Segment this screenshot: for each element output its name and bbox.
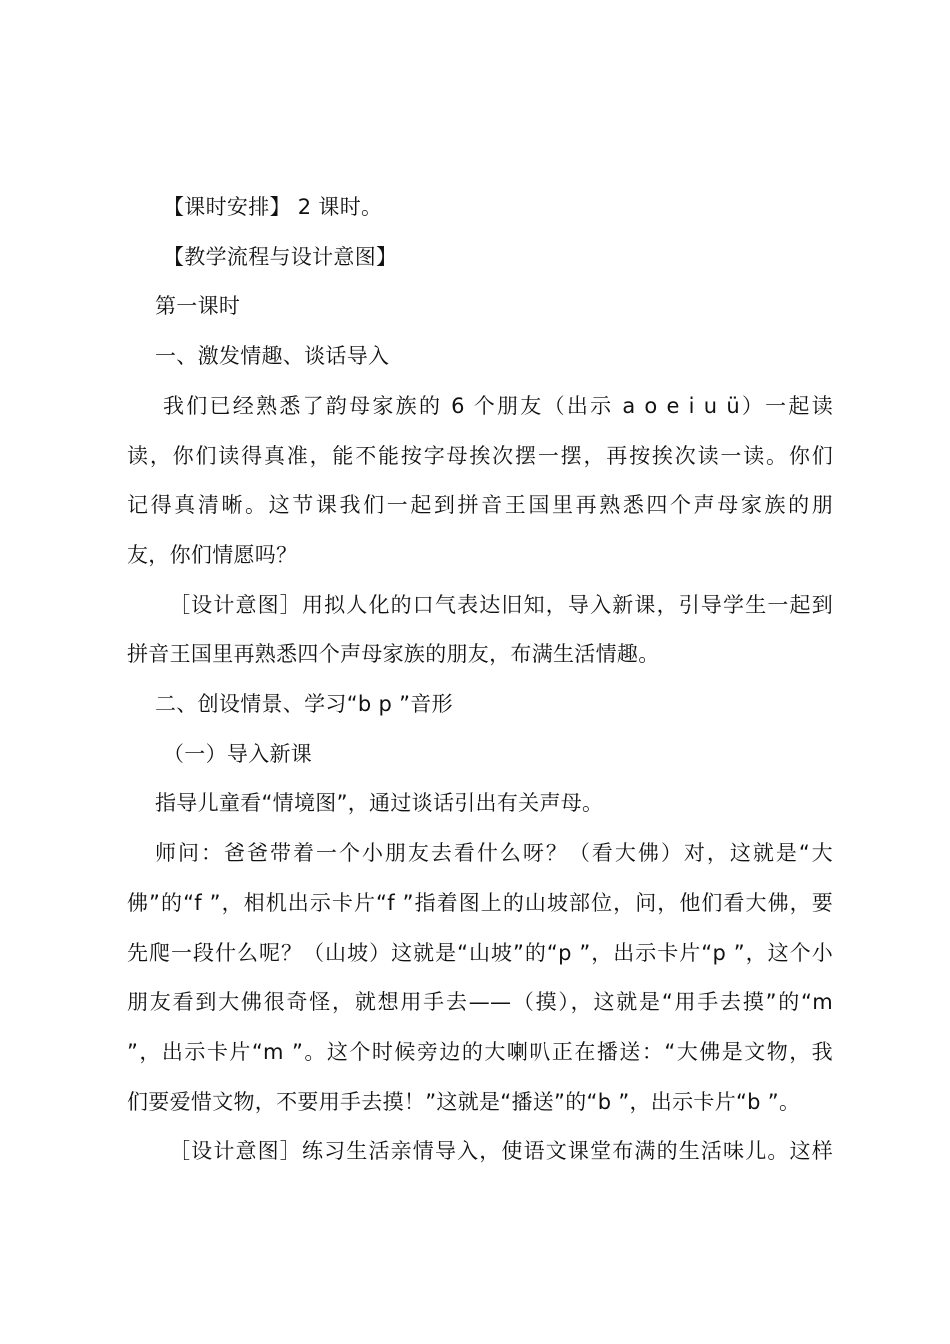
teaching-process-heading: 【教学流程与设计意图】 <box>163 244 398 269</box>
design-intent-line: ［设计意图］用拟人化的口气表达旧知，导入新课，引导学生一起到 <box>169 592 833 617</box>
paragraph-line: 指导儿童看“情境图”，通过谈话引出有关声母。 <box>155 791 604 816</box>
dialogue-line: 朋友看到大佛很奇怪，就想用手去——（摸），这就是“用手去摸”的“m <box>127 990 833 1015</box>
paragraph-line: 友，你们情愿吗？ <box>127 542 298 567</box>
dialogue-line: ”，出示卡片“m ”。这个时候旁边的大喇叭正在播送：“大佛是文物，我 <box>127 1039 833 1064</box>
section-one-heading: 一、激发情趣、谈话导入 <box>155 344 390 369</box>
section-two-heading: 二、创设情景、学习“b p ”音形 <box>155 692 453 717</box>
paragraph-line: 我们已经熟悉了韵母家族的 6 个朋友（出示 a o e i u ü）一起读 <box>163 393 833 418</box>
design-intent-line: ［设计意图］练习生活亲情导入，使语文课堂布满的生活味儿。这样 <box>169 1139 833 1164</box>
dialogue-line: 先爬一段什么呢？（山坡）这就是“山坡”的“p ”，出示卡片“p ”，这个小 <box>127 940 833 965</box>
dialogue-line: 师问：爸爸带着一个小朋友去看什么呀？（看大佛）对，这就是“大 <box>155 841 833 866</box>
design-intent-line: 拼音王国里再熟悉四个声母家族的朋友，布满生活情趣。 <box>127 642 660 667</box>
paragraph-line: 记得真清晰。这节课我们一起到拼音王国里再熟悉四个声母家族的朋 <box>127 493 833 518</box>
dialogue-line: 们要爱惜文物，不要用手去摸！”这就是“播送”的“b ”，出示卡片“b ”。 <box>127 1089 801 1114</box>
dialogue-line: 佛”的“f ”，相机出示卡片“f ”指着图上的山坡部位，问，他们看大佛，要 <box>127 890 833 915</box>
first-lesson-heading: 第一课时 <box>155 294 241 319</box>
subsection-heading: （一）导入新课 <box>163 741 313 766</box>
paragraph-line: 读，你们读得真准，能不能按字母挨次摆一摆，再按挨次读一读。你们 <box>127 443 833 468</box>
document-body <box>127 183 833 1177</box>
lesson-schedule-heading: 【课时安排】 2 课时。 <box>163 195 383 219</box>
